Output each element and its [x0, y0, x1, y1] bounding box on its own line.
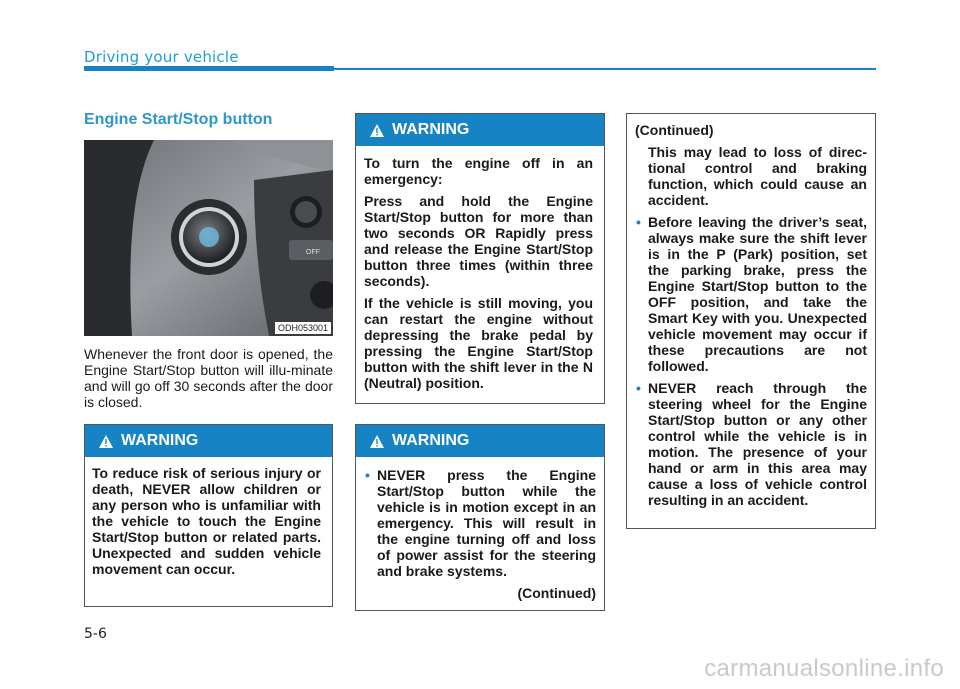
bullet-dot-icon: • [636, 214, 641, 230]
warning-title: WARNING [392, 121, 470, 138]
continued-label: (Continued) [517, 585, 596, 601]
warning-header [85, 425, 332, 457]
watermark-text: carmanualsonline.info [704, 655, 944, 682]
warning-box-continued [626, 113, 876, 529]
dashboard-illustration [84, 140, 333, 336]
warning-header [356, 114, 604, 146]
warning-triangle-icon [370, 124, 384, 137]
bullet-dot-icon: • [636, 380, 641, 396]
warning-bullet-text: NEVER reach through the steering wheel for the Engine Start/Stop button or any other control while the vehicle is in motion. The presence of your hand or arm in this area may cause a loss of vehicle control resulting in an accident. [648, 380, 867, 508]
warning-box-children [84, 424, 333, 607]
warning-bullet [365, 467, 596, 579]
warning-triangle-icon [370, 435, 384, 448]
warning-box-emergency [355, 113, 605, 404]
warning-text-restart: If the vehicle is still moving, you can restart the engine without depressing the brake pedal by pressing the Engine Start/Stop button with the shift lever in the N (Neutral) position. [364, 295, 593, 391]
warning-bullet [636, 214, 867, 374]
warning-bullet-text: NEVER press the Engine Start/Stop button while the vehicle is in motion except in an emergency. This will result in the engine turning off and loss of power assist for the steering and brake systems. [377, 467, 596, 579]
page-number: 5-6 [84, 626, 107, 642]
warning-text: To reduce risk of serious injury or death, NEVER allow children or any person who is unfamiliar with the vehicle to touch the Engine Start/Stop button or related parts. Unexpected and sudden vehicle movement can occur. [92, 465, 321, 577]
page-heading: Engine Start/Stop button [84, 111, 273, 128]
warning-text-procedure: Press and hold the Engine Start/Stop button for more than two seconds OR Rapidly press and release the Engine Start/Stop button three times (within three seconds). [364, 193, 593, 289]
warning-title: WARNING [392, 432, 470, 449]
warning-title: WARNING [121, 432, 199, 449]
continued-text: This may lead to loss of direc-tional control and braking function, which could cause an accident. [648, 144, 867, 208]
warning-text-intro: To turn the engine off in an emergency: [364, 155, 593, 187]
section-title: Driving your vehicle [84, 48, 239, 66]
header-rule-thin [334, 68, 876, 70]
figure-code-label: ODH053001 [275, 322, 331, 334]
bullet-dot-icon: • [365, 467, 370, 483]
warning-header [356, 425, 604, 457]
warning-bullet-text: Before leaving the driver’s seat, always make sure the shift lever is in the P (Park) position, set the parking brake, press the Engine Start/Stop button to the OFF position, and take the Smart Key with you. Unexpected vehicle movement may occur if these precautions are not followed. [648, 214, 867, 374]
warning-bullet [636, 380, 867, 508]
warning-box-motion [355, 424, 605, 611]
engine-button-photo [84, 140, 333, 336]
header-rule-thick [84, 66, 334, 71]
warning-triangle-icon [99, 435, 113, 448]
intro-paragraph: Whenever the front door is opened, the Engine Start/Stop button will illu-minate and will go off 30 seconds after the door is closed. [84, 346, 333, 410]
svg-text:OFF: OFF [306, 249, 320, 256]
continued-label: (Continued) [635, 122, 714, 138]
